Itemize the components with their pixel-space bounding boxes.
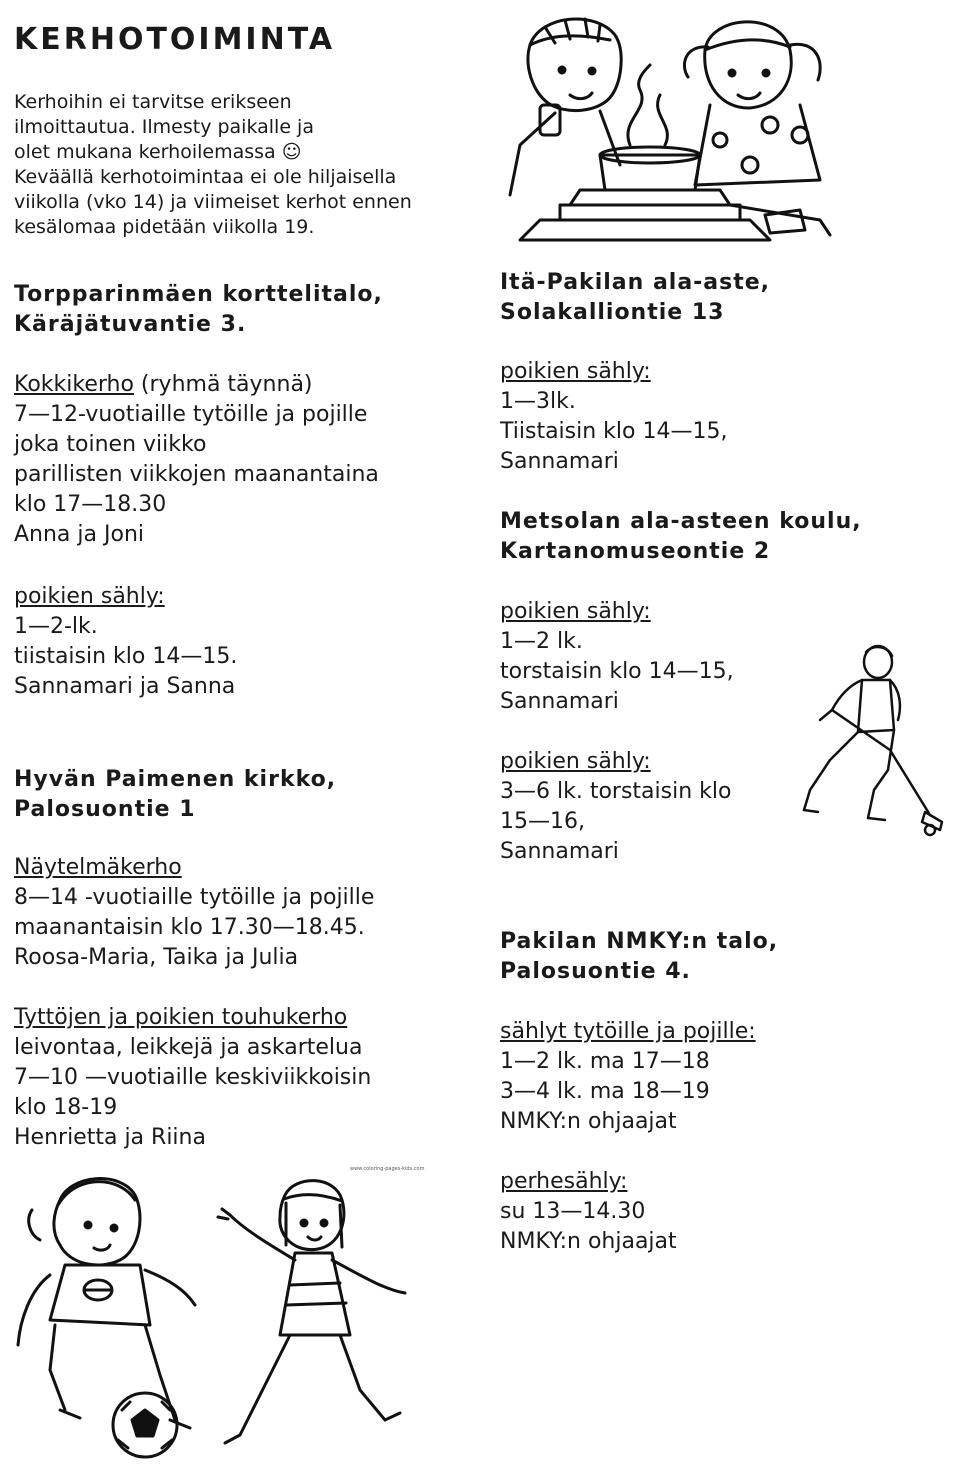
touhukerho-section: Tyttöjen ja poikien touhukerho leivontaa, leikkejä ja askartelua 7—10 —vuotiaille keskiviikkoisin klo 18-19 Henrietta ja Riina xyxy=(14,1005,372,1150)
image-credit: www.coloring-pages-kids.com xyxy=(350,1166,425,1172)
paimen-heading: Hyvän Paimenen kirkko, Palosuontie 1 xyxy=(14,767,337,822)
sahly-title: poikien sähly: xyxy=(14,584,165,609)
nmky-heading: Pakilan NMKY:n talo, Palosuontie 4. xyxy=(500,929,779,984)
intro-line: Keväällä kerhotoimintaa ei ole hiljaisella xyxy=(14,166,397,188)
soccer-boy-illustration xyxy=(10,1170,210,1460)
torppari-sahly-section: poikien sähly: 1—2-lk. tiistaisin klo 14—15. Sannamari ja Sanna xyxy=(14,584,238,699)
intro-line: olet mukana kerhoilemassa ☺ xyxy=(14,141,302,163)
cooking-children-illustration xyxy=(500,5,835,245)
metsola-heading: Metsolan ala-asteen koulu, Kartanomuseontie 2 xyxy=(500,509,862,564)
metsola-sahly1-section: poikien sähly: 1—2 lk. torstaisin klo 14—15, Sannamari xyxy=(500,599,734,714)
kokkikerho-title: Kokkikerho xyxy=(14,372,134,397)
page-title: KERHOTOIMINTA xyxy=(14,22,336,57)
naytelmakerho-section: Näytelmäkerho 8—14 -vuotiaille tytöille ja pojille maanantaisin klo 17.30—18.45. Roosa-Maria, Taika ja Julia xyxy=(14,855,375,970)
intro-line: Kerhoihin ei tarvitse erikseen xyxy=(14,91,292,113)
nmky-sahlyt-section: sählyt tytöille ja pojille: 1—2 lk. ma 17—18 3—4 lk. ma 18—19 NMKY:n ohjaajat xyxy=(500,1019,756,1134)
torppari-heading: Torpparinmäen korttelitalo, Käräjätuvantie 3. xyxy=(14,282,383,337)
floorball-player-illustration xyxy=(790,640,950,840)
intro-line: viikolla (vko 14) ja viimeiset kerhot ennen xyxy=(14,191,412,213)
nmky-perhesahly-section: perhesähly: su 13—14.30 NMKY:n ohjaajat xyxy=(500,1169,677,1254)
touhukerho-title: Tyttöjen ja poikien touhukerho xyxy=(14,1005,348,1030)
dancing-girl-illustration xyxy=(200,1175,430,1460)
naytelmakerho-title: Näytelmäkerho xyxy=(14,855,182,880)
itapakila-sahly-section: poikien sähly: 1—3lk. Tiistaisin klo 14—15, Sannamari xyxy=(500,359,728,474)
intro-text xyxy=(14,90,484,240)
intro-line: kesälomaa pidetään viikolla 19. xyxy=(14,216,315,238)
itapakila-heading: Itä-Pakilan ala-aste, Solakalliontie 13 xyxy=(500,270,771,325)
metsola-sahly2-section: poikien sähly: 3—6 lk. torstaisin klo 15—16, Sannamari xyxy=(500,749,732,864)
kokkikerho-section: Kokkikerho (ryhmä täynnä) 7—12-vuotiaille tytöille ja pojille joka toinen viikko parillisten viikkojen maanantaina klo 17—18.30 Anna ja Joni xyxy=(14,372,379,547)
intro-line: ilmoittautua. Ilmesty paikalle ja xyxy=(14,116,314,138)
